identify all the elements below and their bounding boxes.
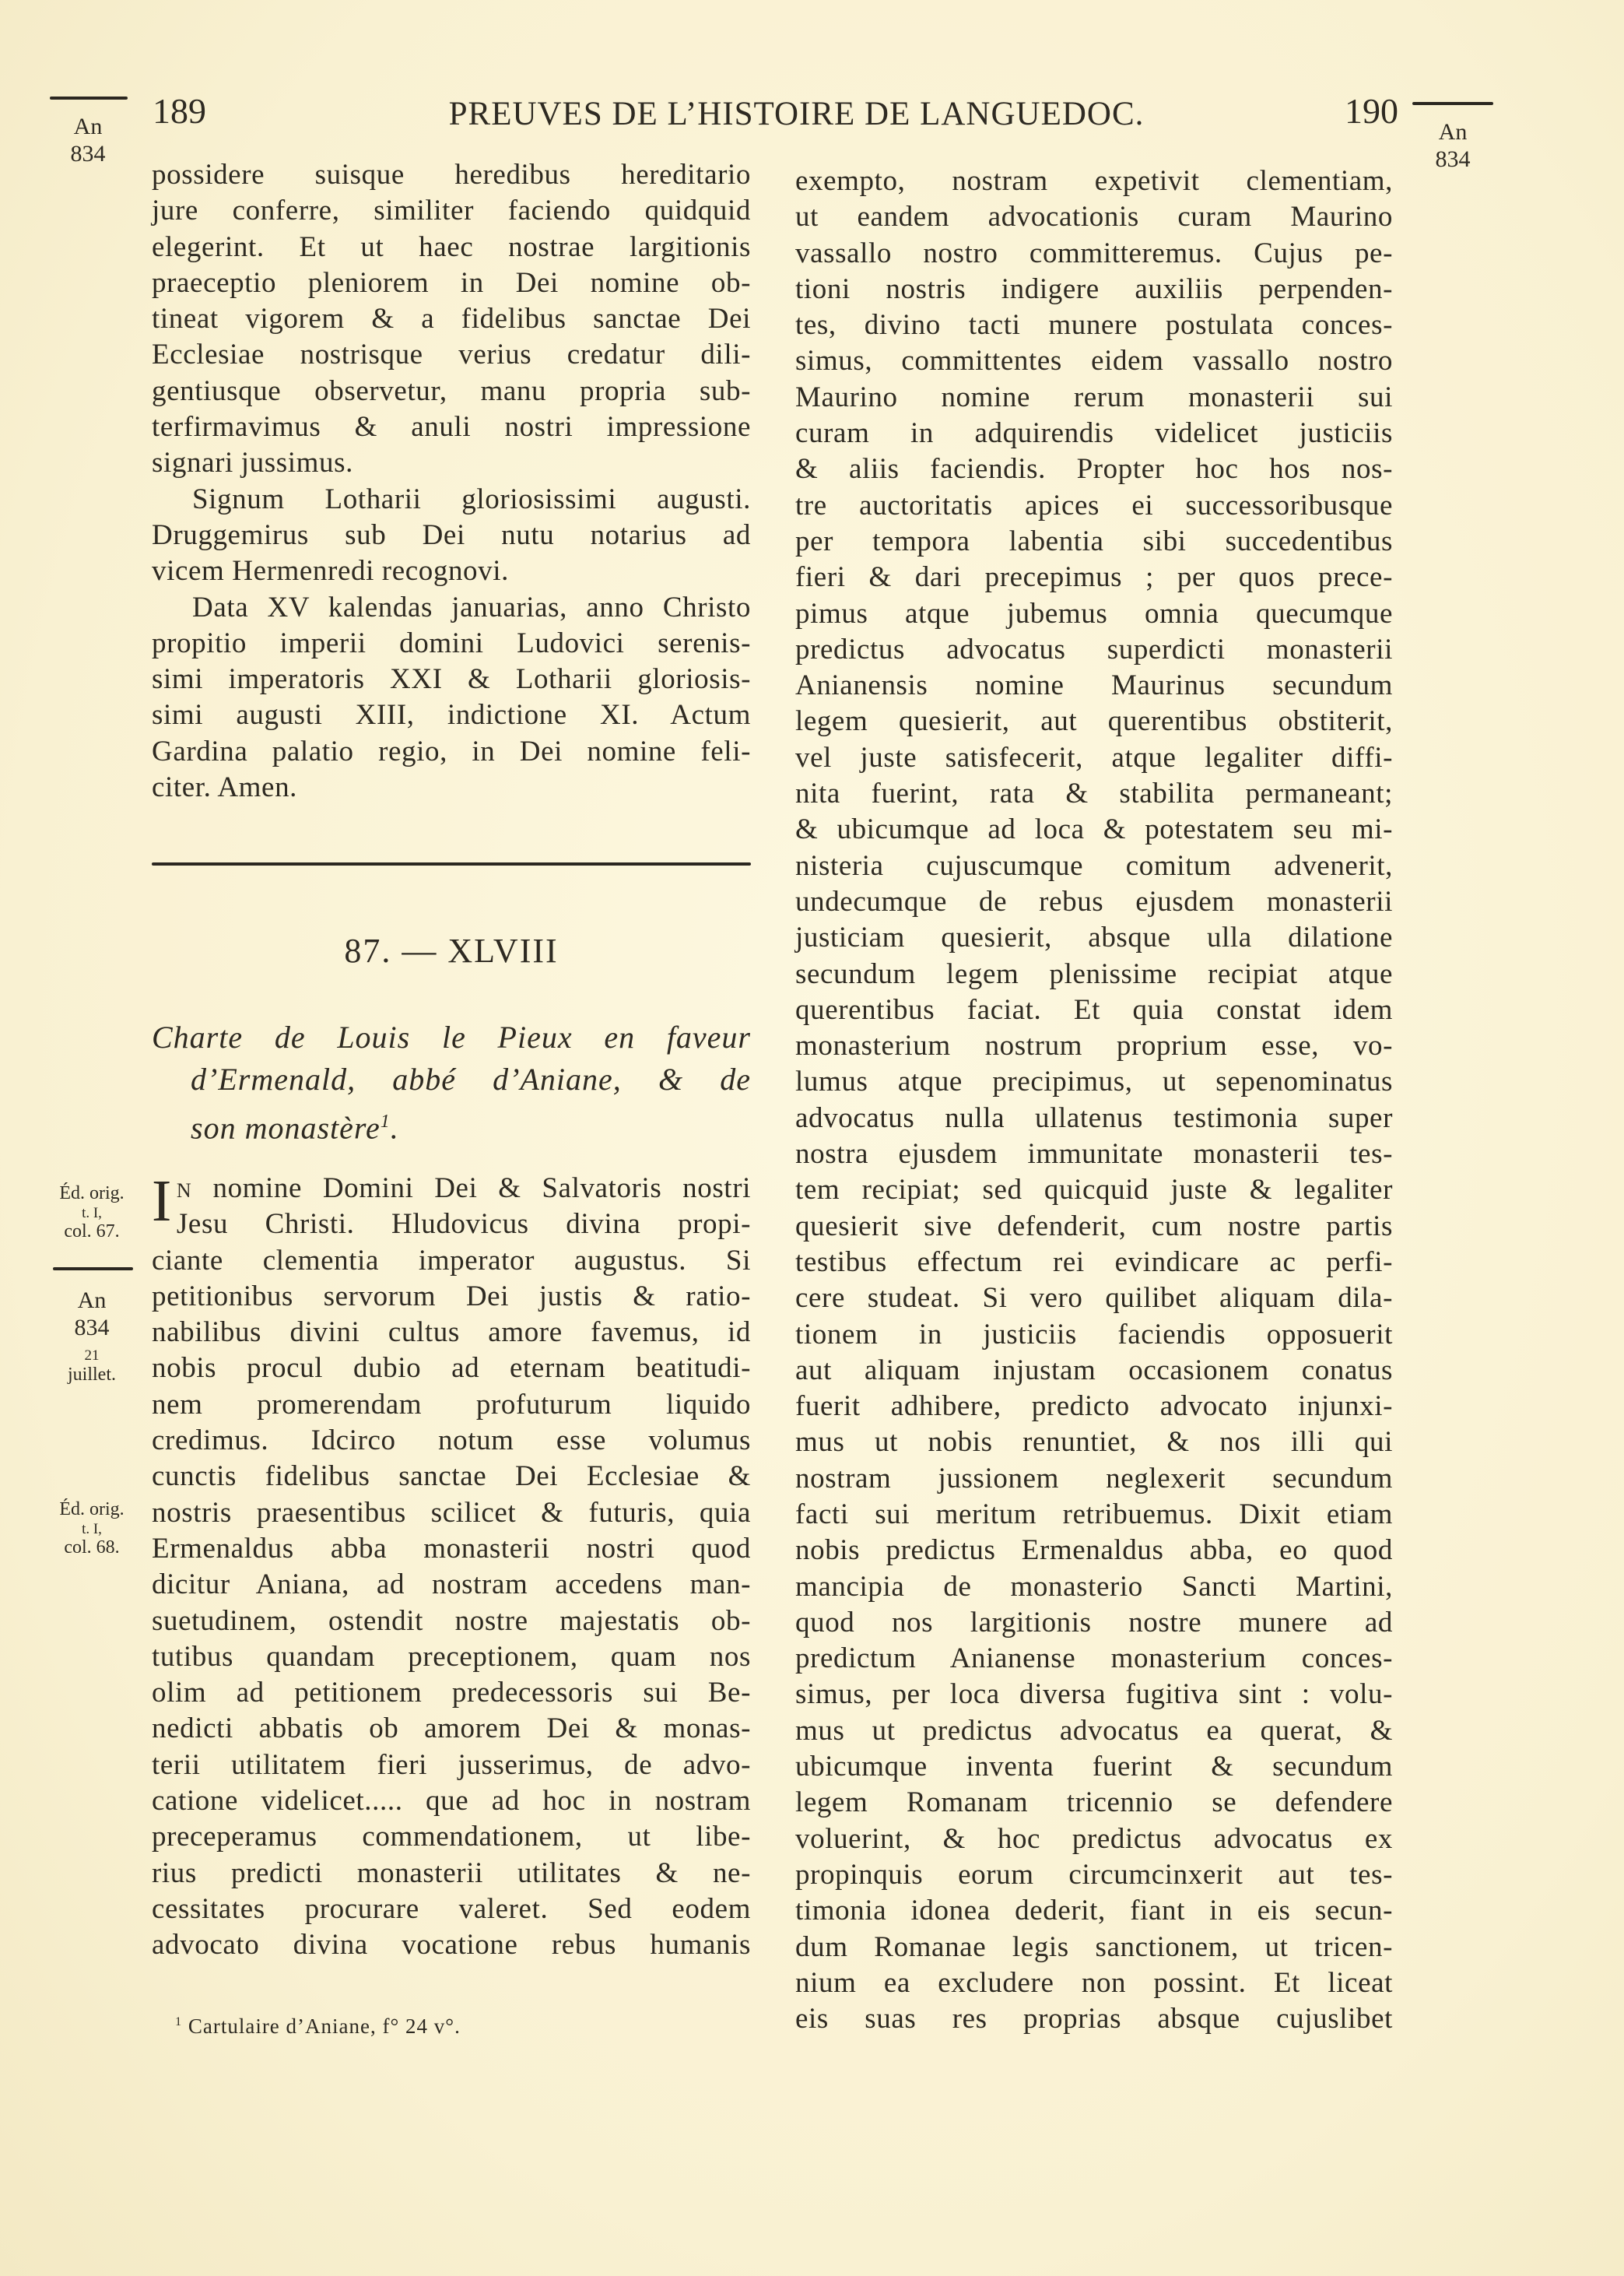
margin-note-year: 834 [74, 1314, 110, 1340]
text-line: Jesu Christi. Hludovicus divina propi- [176, 1208, 751, 1241]
text-line: nostris praesentibus scilicet & futuris, quia [152, 1496, 751, 1529]
text-line: curam in adquirendis videlicet justiciis [795, 417, 1393, 450]
section-title-line: son monastère$^1$. [191, 1110, 399, 1146]
text-line: propinquis eorum circumcinxerit aut tes- [795, 1858, 1393, 1891]
footnote-mark: 1 [175, 2014, 183, 2028]
running-title: PREUVES DE L’HISTOIRE DE LANGUEDOC. [448, 96, 1145, 132]
text-line: testibus effectum rei evindicare ac perfi- [795, 1245, 1393, 1278]
text-line: tem recipiat; sed quicquid juste & legaliter [795, 1174, 1393, 1206]
small-caps-n: N [176, 1179, 192, 1202]
margin-note-month: juillet. [68, 1364, 116, 1385]
text-line: cunctis fidelibus sanctae Dei Ecclesiae & [152, 1460, 751, 1493]
text-line: nostra ejusdem immunitate monasterii tes- [795, 1138, 1393, 1171]
text-line: & ubicumque ad loca & potestatem seu mi- [795, 813, 1393, 846]
margin-note-year: 834 [1435, 146, 1471, 172]
text-line: nedicti abbatis ob amorem Dei & monas- [152, 1712, 751, 1745]
text-line: signari jussimus. [152, 447, 353, 479]
text-line: eis suas res proprias absque cujuslibet [795, 2003, 1393, 2035]
margin-note-label: An [1438, 119, 1468, 145]
text-line: petitionibus servorum Dei justis & ratio- [152, 1280, 751, 1312]
text-line: terfirmavimus & anuli nostri impressione [152, 411, 751, 444]
section-title-line: d’Ermenald, abbé d’Aniane, & de [191, 1062, 751, 1097]
text-line: ciante clementia imperator augustus. Si [152, 1244, 751, 1277]
text-line: cere studeat. Si vero quilibet aliquam dila- [795, 1282, 1393, 1315]
margin-note-year-top-right [1418, 119, 1488, 173]
margin-rule-top-right [1412, 102, 1493, 105]
text-line: monasterium nostrum proprium esse, vo- [795, 1030, 1393, 1062]
text-line: tioni nostris indigere auxiliis perpenden- [795, 272, 1393, 305]
text-line: cessitates procurare valeret. Sed eodem [152, 1892, 751, 1925]
margin-note-date [54, 1287, 129, 1386]
footnote-text: Cartulaire d’Aniane, f° 24 v°. [188, 2014, 461, 2038]
left-column-continuation [152, 157, 751, 806]
margin-note-line: t. I, [82, 1204, 102, 1221]
text-line: facti sui meritum retribuemus. Dixit etiam [795, 1498, 1393, 1530]
text-line: mancipia de monasterio Sancti Martini, [795, 1570, 1393, 1603]
text-line: per tempora labentia sibi succedentibus [795, 525, 1393, 557]
text-line: nita fuerint, rata & stabilita permaneant; [795, 778, 1393, 810]
text-line: nium ea excludere non possint. Et liceat [795, 1966, 1393, 1999]
margin-note-line: col. 67. [64, 1221, 120, 1242]
text-line: vassallo nostro committeremus. Cujus pe- [795, 237, 1393, 269]
margin-note-label: An [73, 114, 103, 139]
text-line: Signum Lotharii gloriosissimi augusti. [192, 483, 751, 515]
text-line: legem Romanam tricennio se defendere [795, 1786, 1393, 1819]
text-line: quesierit sive defenderit, cum nostre partis [795, 1210, 1393, 1242]
margin-note-year-top-left [54, 114, 121, 167]
text-line: credimus. Idcirco notum esse volumus [152, 1424, 751, 1457]
text-line: possidere suisque heredibus hereditario [152, 159, 751, 191]
text-line: Druggemirus sub Dei nutu notarius ad [152, 518, 751, 551]
margin-note-line: Éd. orig. [59, 1183, 125, 1203]
text-line: olim ad petitionem predecessoris sui Be- [152, 1677, 751, 1709]
text-line: catione videlicet..... que ad hoc in nostram [152, 1785, 751, 1818]
text-line: nobis procul dubio ad eternam beatitudi- [152, 1352, 751, 1385]
text-line: secundum legem plenissime recipiat atque [795, 957, 1393, 990]
margin-note-label: An [77, 1287, 107, 1313]
text-line: Anianensis nomine Maurinus secundum [795, 669, 1393, 702]
text-line: nisteria cujuscumque comitum advenerit, [795, 849, 1393, 882]
text-line: lumus atque precipimus, ut sepenominatus [795, 1066, 1393, 1098]
text-line: nobis predictus Ermenaldus abba, eo quod [795, 1534, 1393, 1567]
text-line: predictus advocatus superdicti monasterii [795, 633, 1393, 666]
section-title-line: Charte de Louis le Pieux en faveur [152, 1020, 751, 1055]
section-number: 87. — XLVIII [344, 932, 559, 970]
text-line: simi augusti XIII, indictione XI. Actum [152, 699, 751, 732]
text-line [152, 1171, 751, 1206]
text-line: nostram jussionem neglexerit secundum [795, 1462, 1393, 1495]
text-line: voluerint, & hoc predictus advocatus ex [795, 1822, 1393, 1855]
section-title [152, 1017, 751, 1149]
text-line: mus ut nobis renuntiet, & nos illi qui [795, 1426, 1393, 1459]
section-title-text: son monastère [191, 1110, 381, 1146]
text-line: quod nos largitionis nostre munere ad [795, 1606, 1393, 1639]
margin-rule-top-left [50, 97, 128, 100]
text-line: timonia idonea dederit, fiant in eis secun- [795, 1895, 1393, 1927]
text-line: ubicumque inventa fuerint & secundum [795, 1751, 1393, 1783]
text-line: pimus atque jubemus omnia quecumque [795, 597, 1393, 630]
margin-note-line: Éd. orig. [59, 1499, 125, 1519]
text-line: predictum Anianense monasterium conces- [795, 1642, 1393, 1675]
text-line: mus ut predictus advocatus ea querat, & [795, 1714, 1393, 1747]
section-divider [152, 862, 751, 866]
text-line: simus, committentes eidem vassallo nostro [795, 345, 1393, 378]
text-line: dicitur Aniana, ad nostram accedens man- [152, 1568, 751, 1601]
text-line: advocatus nulla ullatenus testimonia super [795, 1101, 1393, 1134]
text-line: tineat vigorem & a fidelibus sanctae Dei [152, 303, 751, 335]
text-line: vicem Hermenredi recognovi. [152, 555, 509, 588]
text-line: querentibus faciat. Et quia constat idem [795, 993, 1393, 1026]
text-line: advocato divina vocatione rebus humanis [152, 1929, 751, 1962]
text-line: tes, divino tacti munere postulata conces- [795, 309, 1393, 342]
text-line: Ermenaldus abba monasterii nostri quod [152, 1532, 751, 1565]
text-line: aut aliquam injustam occasionem conatus [795, 1354, 1393, 1386]
text-line: preceperamus commendationem, ut libe- [152, 1821, 751, 1853]
text-line: propitio imperii domini Ludovici serenis- [152, 627, 751, 659]
margin-note-year: 834 [70, 140, 106, 167]
text-line: simi imperatoris XXI & Lotharii gloriosis- [152, 663, 751, 696]
text-line: Data XV kalendas januarias, anno Christo [192, 591, 751, 623]
text-line: terii utilitatem fieri jusserimus, de advo- [152, 1748, 751, 1781]
text-line: Gardina palatio regio, in Dei nomine feli- [152, 735, 751, 767]
text-line: fieri & dari precepimus ; per quos prece- [795, 561, 1393, 594]
text-line: exempto, nostram expetivit clementiam, [795, 165, 1393, 197]
margin-note-line: col. 68. [64, 1537, 120, 1558]
text-line: rius predicti monasterii utilitates & ne- [152, 1856, 751, 1889]
margin-note-line: t. I, [82, 1520, 102, 1537]
right-page-number: 190 [1345, 91, 1398, 131]
text-line: suetudinem, ostendit nostre majestatis ob- [152, 1604, 751, 1637]
text-line: elegerint. Et ut haec nostrae largitionis [152, 230, 751, 263]
right-column-text [795, 163, 1393, 2037]
text-line: dum Romanae legis sanctionem, ut tricen- [795, 1930, 1393, 1963]
text-line: tionem in justiciis faciendis opposuerit [795, 1318, 1393, 1350]
text-line: vel juste satisfecerit, atque legaliter diffi- [795, 741, 1393, 774]
text-line: ut eandem advocationis curam Maurino [795, 201, 1393, 234]
charter-text-left [152, 1168, 751, 1964]
text-line: nem promerendam profuturum liquido [152, 1388, 751, 1421]
text-line: simus, per loca diversa fugitiva sint : volu- [795, 1678, 1393, 1711]
text-line: gentiusque observetur, manu propria sub- [152, 374, 751, 407]
drop-cap: I [152, 1168, 172, 1234]
margin-note-day: 21 [84, 1347, 100, 1364]
text-line: legem quesierit, aut querentibus obstiterit, [795, 705, 1393, 738]
left-page-number: 189 [153, 91, 206, 131]
margin-note-edition-col67 [45, 1183, 139, 1243]
text-line: citer. Amen. [152, 771, 298, 804]
text-line: tre auctoritatis apices ei successoribusque [795, 489, 1393, 522]
text-line: jure conferre, similiter faciendo quidquid [152, 195, 751, 227]
text-line: Maurino nomine rerum monasterii sui [795, 381, 1393, 413]
text-line: praeceptio pleniorem in Dei nomine ob- [152, 266, 751, 299]
text-line: fuerit adhibere, predicto advocato injunxi- [795, 1390, 1393, 1423]
text-line: undecumque de rebus ejusdem monasterii [795, 885, 1393, 918]
text-line: tutibus quandam preceptionem, quam nos [152, 1640, 751, 1673]
text-line: nabilibus divini cultus amore favemus, id [152, 1316, 751, 1349]
text-line: & aliis faciendis. Propter hoc hos nos- [795, 453, 1393, 486]
margin-rule-date [53, 1267, 133, 1270]
footnote-reference[interactable]: 1 [380, 1112, 391, 1132]
text-line: justiciam quesierit, absque ulla dilatione [795, 922, 1393, 954]
first-line-text: nomine Domini Dei & Salvatoris nostri [191, 1172, 751, 1204]
footnote [175, 2014, 461, 2039]
margin-note-edition-col68 [45, 1499, 139, 1559]
text-line: Ecclesiae nostrisque verius credatur dili- [152, 339, 751, 371]
